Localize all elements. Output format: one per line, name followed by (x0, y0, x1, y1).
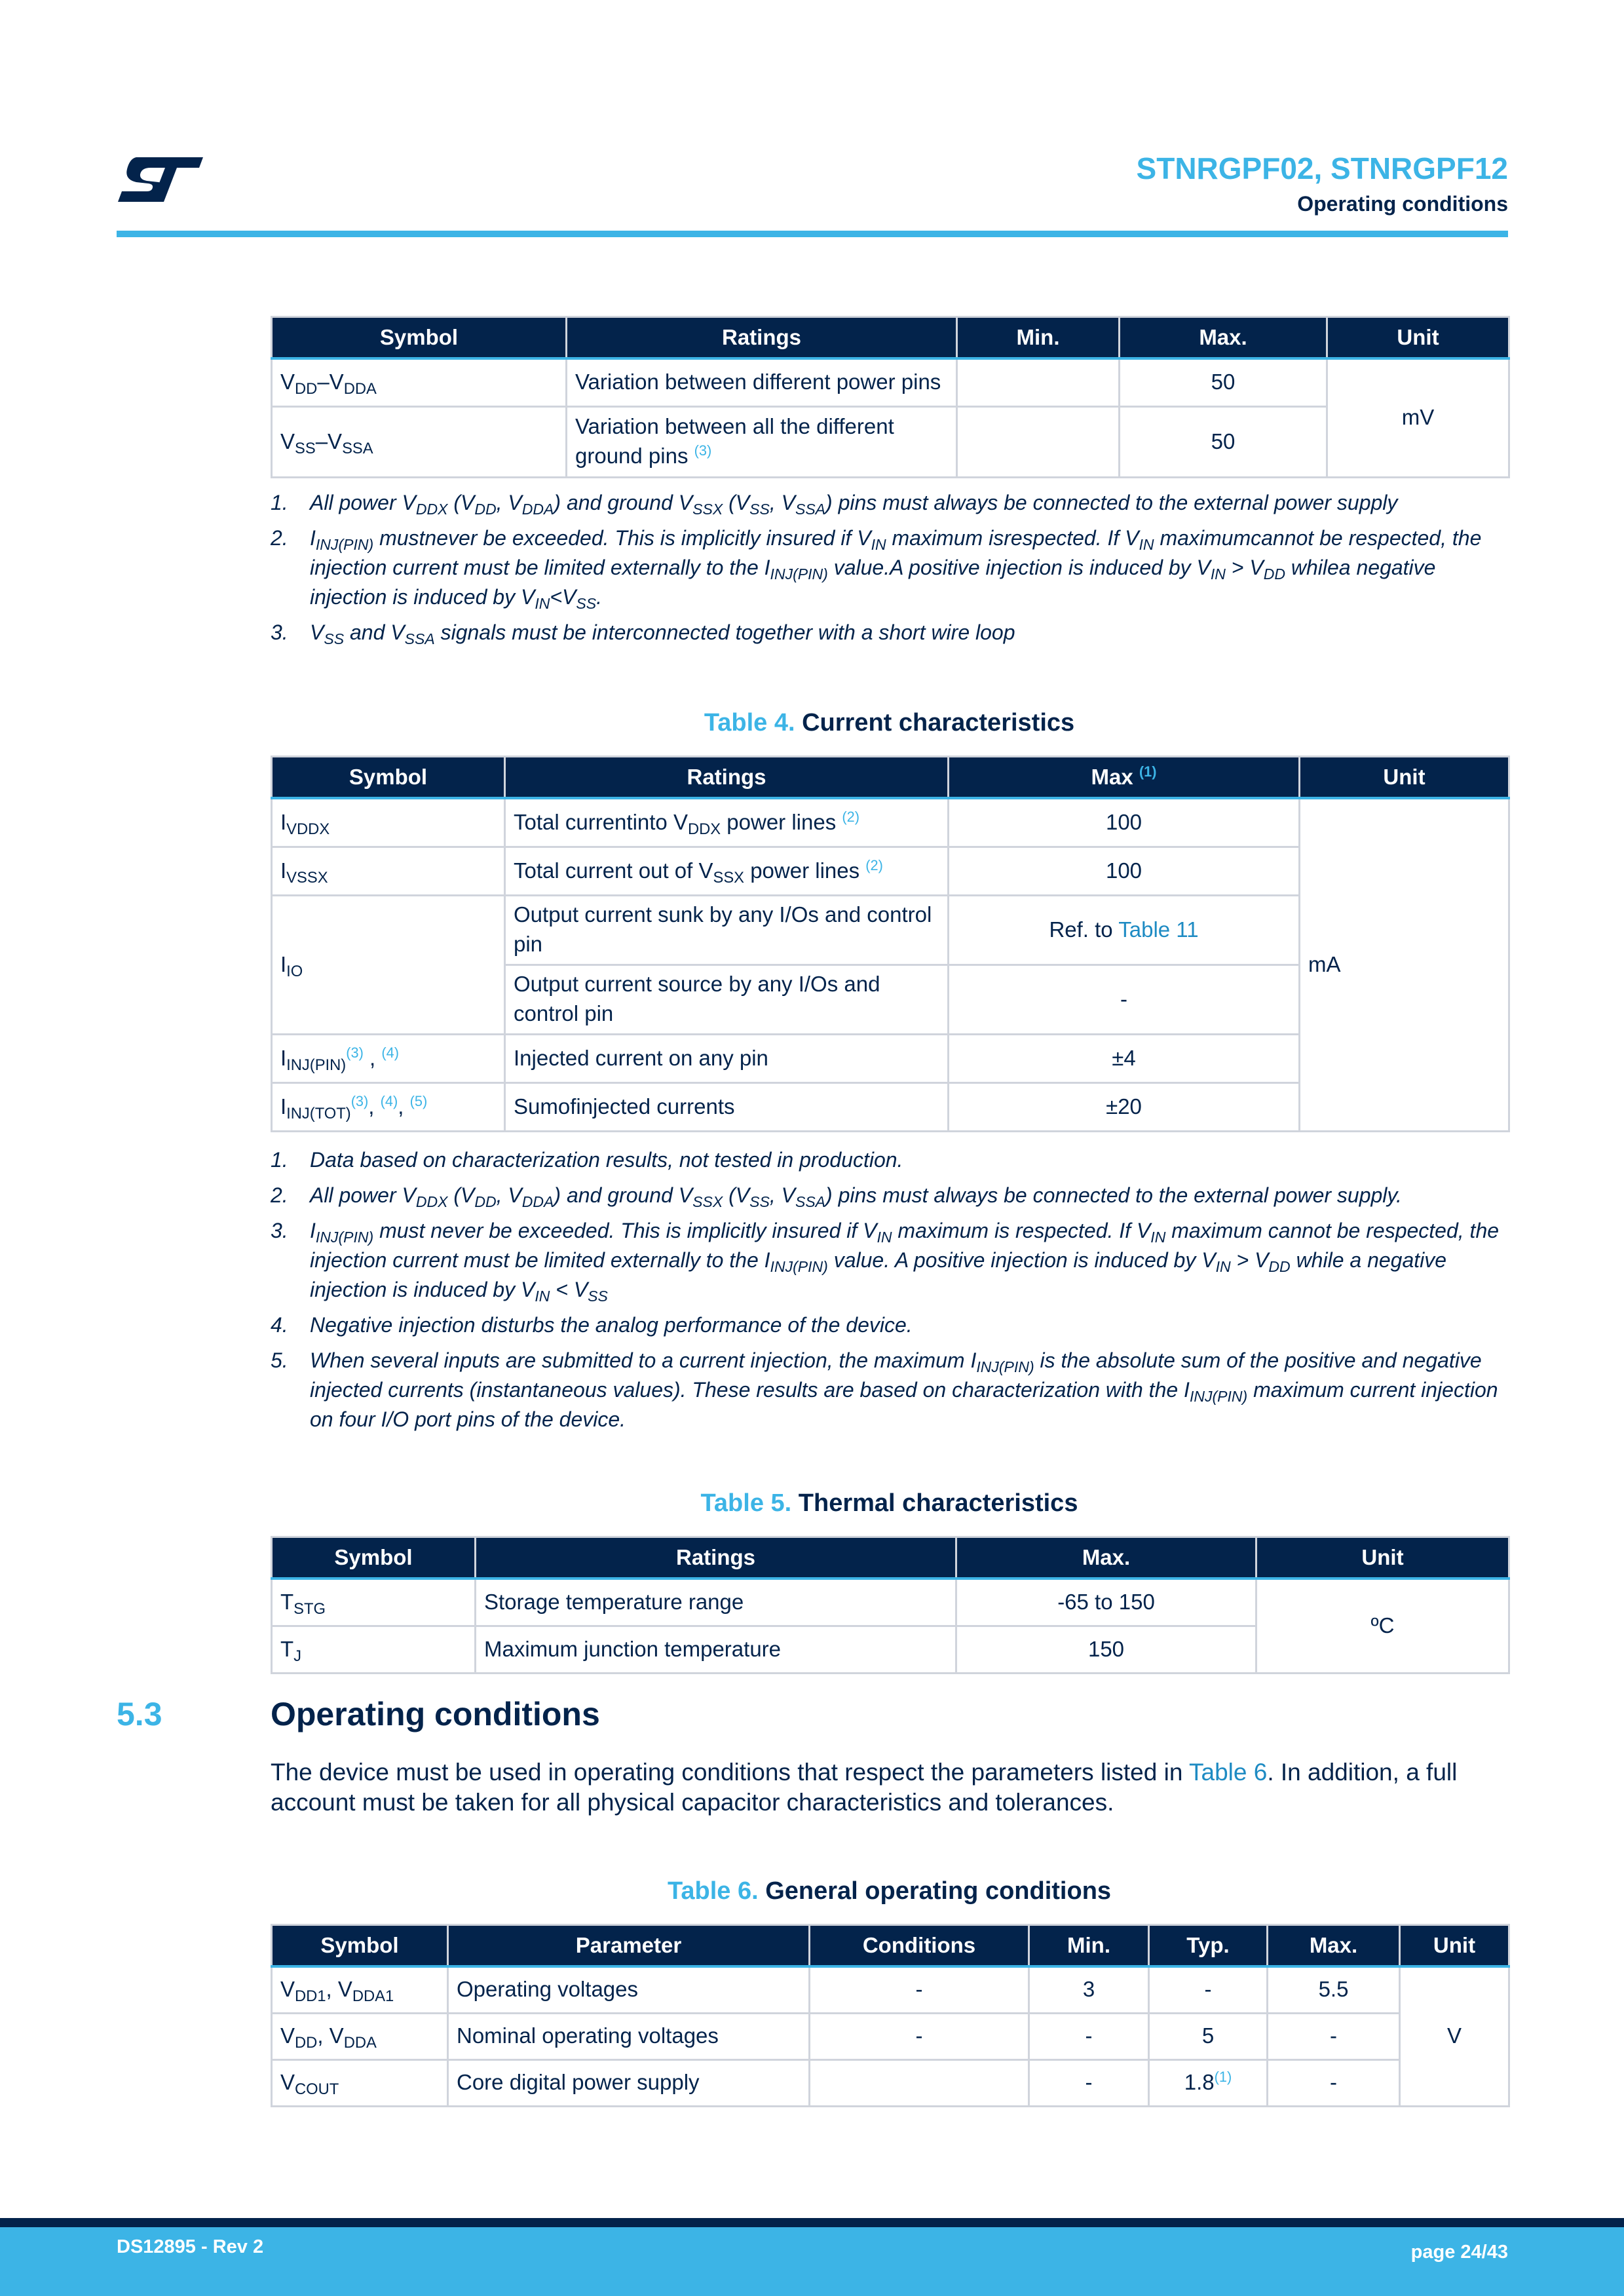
table-6-general-operating-conditions (271, 1924, 1510, 2107)
table-4-caption: Table 4. Current characteristics (704, 709, 1075, 737)
table-5-caption: Table 5. Thermal characteristics (700, 1489, 1078, 1517)
col-symbol: Symbol (272, 757, 505, 799)
max-cell: Ref. to Table 11 (949, 895, 1300, 965)
rating-cell: Maximum junction temperature (476, 1626, 956, 1673)
max-cell: -65 to 150 (956, 1578, 1256, 1626)
table-header-row (272, 317, 1509, 359)
footer-rule (0, 2218, 1624, 2227)
col-max: Max. (956, 1537, 1256, 1579)
footer-doc-id: DS12895 - Rev 2 (117, 2236, 264, 2257)
footnote-ref[interactable]: (4) (380, 1092, 398, 1109)
note-item: 5. When several inputs are submitted to a current injection, the maximum $I_{INJ(PIN)}$ is the absolute sum of the positive and negative injected currents (instantaneous values). These results are based on characterization with the $I_{INJ(PIN)}$ maximum current injection on four I/O port pins of the device. (271, 1349, 1498, 1431)
footnote-ref[interactable]: (3) (346, 1044, 364, 1061)
rating-cell: Variation between different power pins (567, 358, 957, 406)
min-cell (957, 358, 1120, 406)
section-paragraph: The device must be used in operating conditions that respect the parameters listed in Table 6. In addition, a full account must be taken for all physical capacitor characteristics and tolerances. (271, 1759, 1458, 1816)
table-header-row (272, 757, 1509, 799)
max-cell: 5.5 (1268, 1966, 1400, 2013)
min-cell: - (1029, 2059, 1149, 2106)
col-ratings: Ratings (505, 757, 949, 799)
note-item: 2. All power $V_{DDX}$ ($V_{DD}$, $V_{DDA}$) and ground $V_{SSX}$ ($V_{SS}$, $V_{SSA}$) pins must always be connected to the external power supply. (271, 1183, 1402, 1210)
col-max: Max. (1120, 317, 1327, 359)
symbol-cell: $I_{IO}$ (272, 895, 505, 1034)
col-max: Max. (1268, 1925, 1400, 1967)
max-cell: - (949, 965, 1300, 1034)
parameter-cell: Operating voltages (448, 1966, 810, 2013)
max-cell: 50 (1120, 406, 1327, 477)
table-row (272, 2013, 1509, 2059)
table-header-row (272, 1537, 1509, 1579)
unit-cell: ºC (1256, 1578, 1509, 1673)
rating-cell: Injected current on any pin (505, 1034, 949, 1082)
unit-cell: mA (1300, 798, 1509, 1131)
min-cell (957, 406, 1120, 477)
max-cell: ±4 (949, 1034, 1300, 1082)
max-cell: 100 (949, 847, 1300, 895)
table-11-link[interactable]: Table 11 (1118, 917, 1199, 942)
symbol-cell: $V_{DD}$, $V_{DDA}$ (272, 2013, 448, 2059)
col-symbol: Symbol (272, 317, 567, 359)
col-max: Max $^{(1)}$ (949, 757, 1300, 799)
min-cell: - (1029, 2013, 1149, 2059)
table-3-absolute-voltage (271, 316, 1510, 478)
footnote-ref[interactable]: (4) (381, 1044, 399, 1061)
symbol-cell: $I_{VDDX}$ (272, 798, 505, 847)
rating-cell: Output current sunk by any I/Os and control pin (505, 895, 949, 965)
footnote-ref[interactable]: (2) (842, 809, 859, 825)
table-3-notes (271, 488, 1508, 653)
col-unit: Unit (1400, 1925, 1509, 1967)
symbol-cell: $I_{VSSX}$ (272, 847, 505, 895)
note-item: 3. $I_{INJ(PIN)}$ must never be exceeded. This is implicitly insured if $V_{IN}$ maximum is respected. If $V_{IN}$ maximum cannot be respected, the injection current must be limited externally to the $I_{INJ(PIN)}$ value. A positive injection is induced by $V_{IN} > V_{DD}$ while a negative injection is induced by $V_{IN} < V_{SS}$ (271, 1219, 1500, 1305)
unit-cell: V (1400, 1966, 1509, 2106)
col-min: Min. (957, 317, 1120, 359)
symbol-cell: $V_{DD1}$, $V_{DDA1}$ (272, 1966, 448, 2013)
rating-cell: Sumofinjected currents (505, 1082, 949, 1131)
footnote-ref[interactable]: (3) (350, 1092, 369, 1109)
table-4-current-characteristics (271, 756, 1510, 1132)
symbol-cell: $V_{COUT}$ (272, 2059, 448, 2106)
section-number: 5.3 (117, 1696, 162, 1732)
rating-cell: Output current source by any I/Os and control pin (505, 965, 949, 1034)
min-cell: 3 (1029, 1966, 1149, 2013)
table-5-thermal-characteristics (271, 1536, 1510, 1674)
footer-page-number: page 24/43 (1410, 2242, 1508, 2263)
col-unit: Unit (1327, 317, 1509, 359)
footnote-ref[interactable]: (2) (865, 856, 883, 873)
rating-cell: Variation between all the different ground pins $^{(3)}$ (567, 406, 957, 477)
max-cell: - (1268, 2059, 1400, 2106)
symbol-cell: $I_{INJ(PIN)}^{(3)}$ , $^{(4)}$ (272, 1034, 505, 1082)
col-ratings: Ratings (476, 1537, 956, 1579)
table-row (272, 1578, 1509, 1626)
note-item: 2. $I_{INJ(PIN)}$ mustnever be exceeded. This is implicitly insured if $V_{IN}$ maximum isrespected. If $V_{IN}$ maximumcannot be respected, the injection current must be limited externally to the $I_{INJ(PIN)}$ value.A positive injection is induced by $V_{IN} > V_{DD}$ whilea negative injection is induced by $V_{IN}<V_{SS}$. (271, 526, 1482, 612)
col-conditions: Conditions (810, 1925, 1029, 1967)
table-header-row (272, 1925, 1509, 1967)
conditions-cell: - (810, 2013, 1029, 2059)
header-subtitle: Operating conditions (1297, 192, 1508, 216)
table-row (272, 1966, 1509, 2013)
note-item: 3. $V_{SS}$ and $V_{SSA}$ signals must be interconnected together with a short wire loop (271, 621, 1015, 647)
col-min: Min. (1029, 1925, 1149, 1967)
note-item: 4. Negative injection disturbs the analog performance of the device. (271, 1313, 913, 1337)
table-row (272, 358, 1509, 406)
footnote-ref[interactable]: (1) (1139, 763, 1157, 780)
header-rule (117, 231, 1508, 237)
typ-cell: 5 (1149, 2013, 1268, 2059)
col-symbol: Symbol (272, 1925, 448, 1967)
max-cell: 150 (956, 1626, 1256, 1673)
max-cell: 50 (1120, 358, 1327, 406)
col-unit: Unit (1256, 1537, 1509, 1579)
table-6-link[interactable]: Table 6 (1189, 1759, 1268, 1786)
table-row (272, 798, 1509, 847)
st-logo (117, 155, 205, 203)
rating-cell: Total currentinto $V_{DDX}$ power lines $^{(2)}$ (505, 798, 949, 847)
parameter-cell: Nominal operating voltages (448, 2013, 810, 2059)
parameter-cell: Core digital power supply (448, 2059, 810, 2106)
col-parameter: Parameter (448, 1925, 810, 1967)
footnote-ref[interactable]: (5) (409, 1092, 428, 1109)
note-item: 1. Data based on characterization results, not tested in production. (271, 1148, 903, 1172)
rating-cell: Storage temperature range (476, 1578, 956, 1626)
header-title: STNRGPF02, STNRGPF12 (1136, 151, 1508, 185)
rating-cell: Total current out of $V_{SSX}$ power lines $^{(2)}$ (505, 847, 949, 895)
conditions-cell (810, 2059, 1029, 2106)
unit-cell: mV (1327, 358, 1509, 477)
col-unit: Unit (1300, 757, 1509, 799)
max-cell: - (1268, 2013, 1400, 2059)
col-symbol: Symbol (272, 1537, 476, 1579)
table-row (272, 2059, 1509, 2106)
typ-cell: - (1149, 1966, 1268, 2013)
typ-cell: 1.8$^{(1)}$ (1149, 2059, 1268, 2106)
max-cell: 100 (949, 798, 1300, 847)
conditions-cell: - (810, 1966, 1029, 2013)
col-ratings: Ratings (567, 317, 957, 359)
symbol-cell: $I_{INJ(TOT)}^{(3)}$, $^{(4)}$, $^{(5)}$ (272, 1082, 505, 1131)
symbol-cell: $V_{SS}-V_{SSA}$ (272, 406, 567, 477)
table-4-notes (271, 1145, 1508, 1440)
note-item: 1. All power $V_{DDX}$ ($V_{DD}$, $V_{DDA}$) and ground $V_{SSX}$ ($V_{SS}$, $V_{SSA}$) pins must always be connected to the external power supply (271, 491, 1398, 518)
table-6-caption: Table 6. General operating conditions (667, 1877, 1112, 1905)
symbol-cell: $T_J$ (272, 1626, 476, 1673)
max-cell: ±20 (949, 1082, 1300, 1131)
footnote-ref[interactable]: (3) (694, 442, 712, 459)
symbol-cell: $T_{STG}$ (272, 1578, 476, 1626)
section-title: Operating conditions (271, 1696, 600, 1732)
table-row (272, 406, 1509, 477)
symbol-cell: $V_{DD}-V_{DDA}$ (272, 358, 567, 406)
footnote-ref[interactable]: (1) (1214, 2069, 1232, 2086)
col-typ: Typ. (1149, 1925, 1268, 1967)
